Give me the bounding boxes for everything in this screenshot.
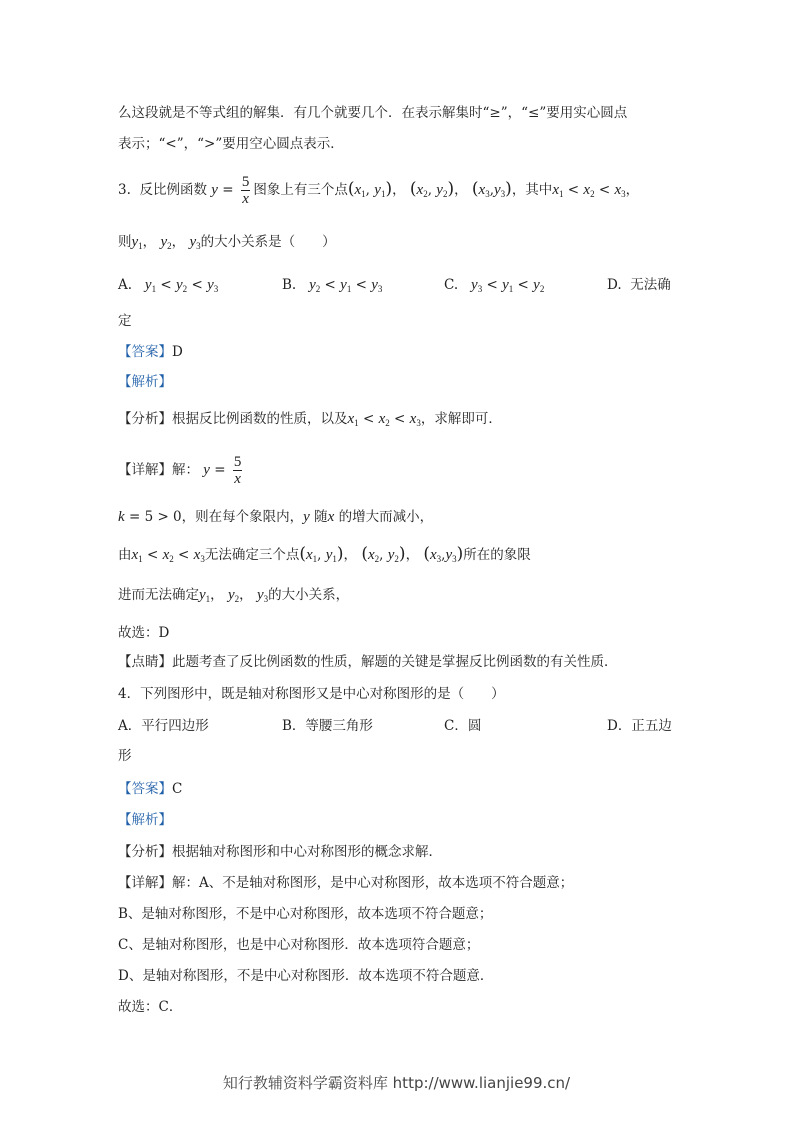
q4-detail-d: D、是轴对称图形，不是中心对称图形．故本选项不符合题意． bbox=[118, 968, 494, 984]
q3-option-b: B. $y_2 < y_1 < y_3$ bbox=[282, 277, 383, 294]
q3-dianjing: 【点睛】此题考查了反比例函数的性质，解题的关键是掌握反比例函数的有关性质． bbox=[118, 654, 618, 670]
q3-option-d-wrap: 定 bbox=[118, 313, 132, 329]
q3-answer: 【答案】D bbox=[118, 344, 183, 360]
q4-option-a: A．平行四边形 bbox=[118, 718, 209, 734]
q4-option-c: C．圆 bbox=[444, 718, 482, 734]
q4-stem: 4．下列图形中，既是轴对称图形又是中心对称图形的是（ ） bbox=[118, 686, 505, 702]
q3-stem: 3. 反比例函数 y = $\frac{5}{x}$ 图象上有三个点($x_1$, $y_1$)， ($x_2$, $y_2$)， $(x_3,y_3)$，其中$x_1 < x_2 < x_3$， bbox=[118, 174, 640, 207]
q3-jin-line: 进而无法确定$y_1$， $y_2$， $y_3$的大小关系， bbox=[118, 587, 350, 604]
q3-detail: 【详解】解： y = $\frac{5}{x}$ bbox=[118, 454, 242, 487]
q3-you-line: 由$x_1 < x_2 < x_3$无法确定三个点($x_1$, $y_1$)， ($x_2$, $y_2$)， $(x_3,y_3)$所在的象限 bbox=[118, 544, 531, 564]
q4-choose: 故选：C． bbox=[118, 999, 183, 1015]
q4-option-b: B．等腰三角形 bbox=[282, 718, 373, 734]
q3-fenxi: 【分析】根据反比例函数的性质，以及$x_1 < x_2 < x_3$，求解即可． bbox=[118, 411, 502, 428]
q3-analysis-tag: 【解析】 bbox=[118, 374, 172, 390]
q4-option-d: D．正五边 bbox=[607, 718, 672, 734]
q4-answer: 【答案】C bbox=[118, 781, 183, 797]
q3-k-line: k = 5 > 0，则在每个象限内，y 随x 的增大而减小， bbox=[118, 509, 434, 525]
q3-detail-fraction: $\frac{5}{x}$ bbox=[233, 454, 242, 487]
q3-option-c: C. $y_3 < y_1 < y_2$ bbox=[444, 277, 545, 294]
q3-stem-line-2: 则$y_1$， $y_2$， $y_3$的大小关系是（ ） bbox=[118, 234, 336, 251]
q3-fraction: $\frac{5}{x}$ bbox=[241, 174, 250, 207]
q3-option-d: D. 无法确 bbox=[607, 277, 671, 293]
q4-detail-a: 【详解】解：A、不是轴对称图形，是中心对称图形，故本选项不符合题意； bbox=[118, 875, 574, 891]
q4-fenxi: 【分析】根据轴对称图形和中心对称图形的概念求解． bbox=[118, 844, 442, 860]
q4-option-d-wrap: 形 bbox=[118, 748, 132, 764]
q4-detail-c: C、是轴对称图形，也是中心对称图形．故本选项符合题意； bbox=[118, 937, 480, 953]
q4-detail-b: B、是轴对称图形，不是中心对称图形，故本选项不符合题意； bbox=[118, 906, 493, 922]
q4-analysis-tag: 【解析】 bbox=[118, 812, 172, 828]
intro-line-1: 么这段就是不等式组的解集．有几个就要几个．在表示解集时“≥”，“≤”要用实心圆点 bbox=[118, 105, 628, 121]
intro-line-2: 表示；“<”，“>”要用空心圆点表示． bbox=[118, 136, 344, 152]
footer-watermark: 知行教辅资料学霸资料库 http://www.lianjie99.cn/ bbox=[222, 1074, 571, 1092]
q3-choose: 故选：D bbox=[118, 625, 170, 641]
q3-option-a: A. $y_1 < y_2 < y_3$ bbox=[118, 277, 219, 294]
